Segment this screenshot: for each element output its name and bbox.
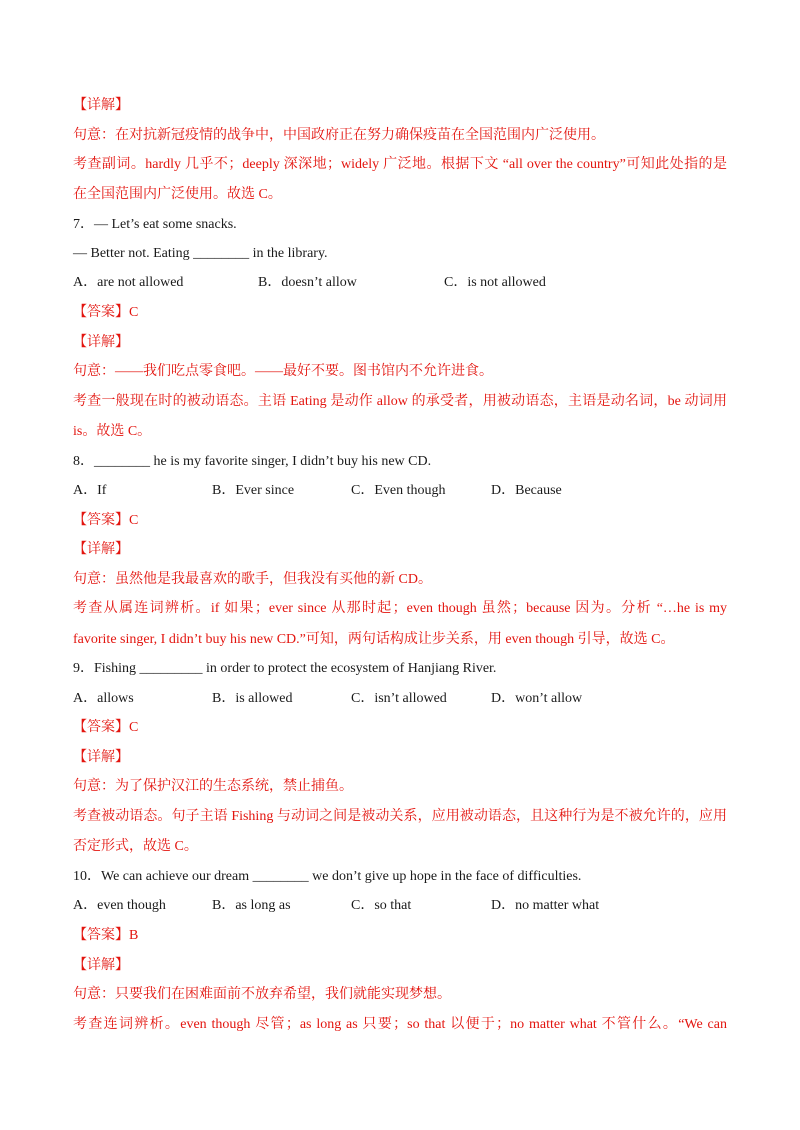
question-10-options [73,896,727,916]
option-c: C．isn’t allowed [351,691,447,706]
question-9-options [73,689,727,709]
option-d: D．no matter what [491,898,600,913]
sentence-meaning: 句意：——我们吃点零食吧。——最好不要。图书馆内不允许进食。 [73,364,493,379]
sentence-meaning: 句意：为了保护汉江的生态系统，禁止捕鱼。 [73,779,353,794]
detail-heading: 【详解】 [73,542,129,557]
detail-heading: 【详解】 [73,750,129,765]
detail-heading: 【详解】 [73,98,129,113]
option-b: B．doesn’t allow [258,275,357,290]
sentence-meaning: 句意：只要我们在困难面前不放弃希望，我们就能实现梦想。 [73,987,451,1002]
option-d: D．won’t allow [491,691,583,706]
analysis-text: 否定形式，故选 C。 [73,839,198,854]
analysis-text: 在全国范围内广泛使用。故选 C。 [73,187,282,202]
question-8-stem: 8．________ he is my favorite singer, I didn’t buy his new CD. [73,454,432,469]
option-b: B．is allowed [212,691,293,706]
analysis-text: 考查从属连词辨析。if 如果；ever since 从那时起；even though 虽然；because 因为。分析 “…he is my [73,601,727,616]
option-c: C．Even though [351,483,446,498]
analysis-text: 考查副词。hardly 几乎不；deeply 深深地；widely 广泛地。根据下文 “all over the country”可知此处指的是 [73,157,727,172]
answer-label: 【答案】C [73,720,139,735]
option-a: A．allows [73,691,134,706]
question-8-options [73,481,727,501]
sentence-meaning: 句意：虽然他是我最喜欢的歌手，但我没有买他的新 CD。 [73,572,432,587]
analysis-text: 考查连词辨析。even though 尽管；as long as 只要；so that 以便于；no matter what 不管什么。“We can [73,1017,727,1032]
option-b: B．Ever since [212,483,295,498]
answer-label: 【答案】C [73,305,139,320]
detail-heading: 【详解】 [73,335,129,350]
question-7-options [73,273,727,293]
analysis-text: favorite singer, I didn’t buy his new CD.”可知，两句话构成让步关系，用 even though 引导，故选 C。 [73,632,675,647]
option-d: D．Because [491,483,562,498]
answer-label: 【答案】B [73,928,139,943]
question-10-stem: 10．We can achieve our dream ________ we don’t give up hope in the face of difficulties. [73,869,582,884]
option-a: A．are not allowed [73,275,184,290]
question-9-stem: 9．Fishing _________ in order to protect the ecosystem of Hanjiang River. [73,661,497,676]
option-c: C．is not allowed [444,275,546,290]
analysis-text: is。故选 C。 [73,424,152,439]
option-a: A．If [73,483,107,498]
question-7-stem: 7．— Let’s eat some snacks. [73,217,237,232]
answer-label: 【答案】C [73,513,139,528]
question-7-stem: — Better not. Eating ________ in the library. [73,246,328,261]
analysis-text: 考查一般现在时的被动语态。主语 Eating 是动作 allow 的承受者，用被动语态，主语是动名词，be 动词用 [73,394,727,409]
analysis-text: 考查被动语态。句子主语 Fishing 与动词之间是被动关系，应用被动语态，且这种行为是不被允许的，应用 [73,809,727,824]
sentence-meaning: 句意：在对抗新冠疫情的战争中，中国政府正在努力确保疫苗在全国范围内广泛使用。 [73,128,605,143]
detail-heading: 【详解】 [73,958,129,973]
option-b: B．as long as [212,898,291,913]
option-c: C．so that [351,898,412,913]
option-a: A．even though [73,898,166,913]
